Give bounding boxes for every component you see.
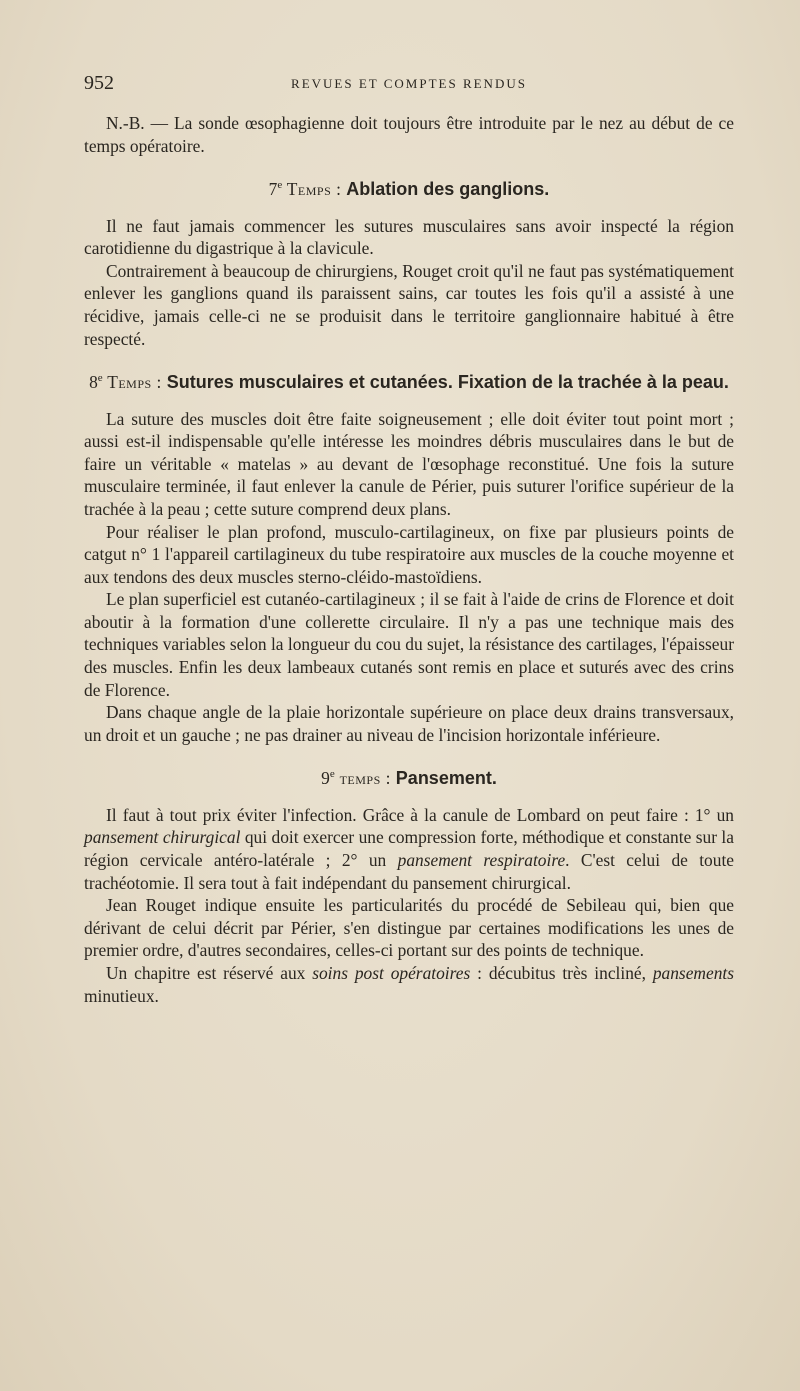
article-body	[84, 112, 734, 1007]
section-title: Sutures musculaires et cutanées. Fixation de la trachée à la peau.	[166, 371, 729, 392]
running-title: REVUES ET COMPTES RENDUS	[291, 76, 527, 91]
paragraph: La suture des muscles doit être faite soigneusement ; elle doit éviter tout point mort ; aussi est-il indispensable qu'elle intéresse les moindres débris musculaires dans le but de faire un véritable « matelas » au devant de l'œsophage reconstitué. Une fois la suture musculaire terminée, il faut enlever la canule de Périer, puis suturer l'orifice supérieur de la trachée à la peau ; cette suture comprend deux plans.	[84, 408, 734, 519]
paragraph: Un chapitre est réservé aux soins post opératoires : décubitus très incliné, pansements minutieux.	[84, 962, 734, 1006]
paragraph: Le plan superficiel est cutanéo-cartilagineux ; il se fait à l'aide de crins de Florence et doit aboutir à la formation d'une collerette circulaire. Il n'y a pas une technique mais des techniques variables selon la longueur du cou du sujet, la résistance des cartilages, l'épaisseur des muscles. Enfin les deux lambeaux cutanés sont remis en place et suturés avec des crins de Florence.	[84, 589, 734, 700]
section-label: Temps :	[102, 371, 167, 392]
paragraph: Il ne faut jamais commencer les sutures musculaires sans avoir inspecté la région carotidienne du digastrique à la clavicule.	[84, 215, 734, 259]
paragraph: Pour réaliser le plan profond, musculo-cartilagineux, on fixe par plusieurs points de catgut n° 1 l'appareil cartilagineux du tube respiratoire aux muscles de la couche moyenne et aux tendons des deux muscles sterno-cléido-mastoïdiens.	[84, 521, 734, 587]
section-number: 9e	[321, 768, 335, 789]
section-heading	[84, 763, 734, 789]
paragraph: Dans chaque angle de la plaie horizontale supérieure on place deux drains transversaux, un droit et un gauche ; ne pas drainer au niveau de l'incision horizontale inférieure.	[84, 702, 734, 745]
paragraph: Jean Rouget indique ensuite les particularités du procédé de Sebileau qui, bien que dérivant de celui décrit par Périer, s'en distingue par certaines modifications les unes de premier ordre, d'autres secondaires, celles-ci portant sur des points de technique.	[84, 895, 734, 961]
section-title: Ablation des ganglions.	[346, 178, 550, 199]
section-number: 7e	[268, 178, 283, 199]
page-header	[84, 72, 734, 98]
page-number: 952	[84, 72, 114, 94]
section-label: Temps :	[282, 178, 347, 199]
section-heading	[84, 174, 734, 200]
paragraph: Contrairement à beaucoup de chirurgiens, Rouget croit qu'il ne faut pas systématiquement enlever les ganglions quand ils paraissent sains, car toutes les fois qu'il a assisté à une récidive, jamais celle-ci ne se produisit dans le territoire ganglionnaire habitué à être respecté.	[84, 260, 734, 349]
section-heading	[84, 367, 734, 393]
section-number: 8e	[89, 371, 103, 392]
paragraph: Il faut à tout prix éviter l'infection. Grâce à la canule de Lombard on peut faire : 1° un pansement chirurgical qui doit exercer une compression forte, méthodique et constante sur la région cervicale antéro-latérale ; 2° un pansement respiratoire. C'est celui de toute trachéotomie. Il sera tout à fait indépendant du pansement chirurgical.	[84, 804, 734, 893]
paragraph: N.-B. — La sonde œsophagienne doit toujours être introduite par le nez au début de ce temps opératoire.	[84, 113, 734, 156]
section-title: Pansement.	[395, 768, 497, 789]
section-label: temps :	[334, 768, 396, 789]
